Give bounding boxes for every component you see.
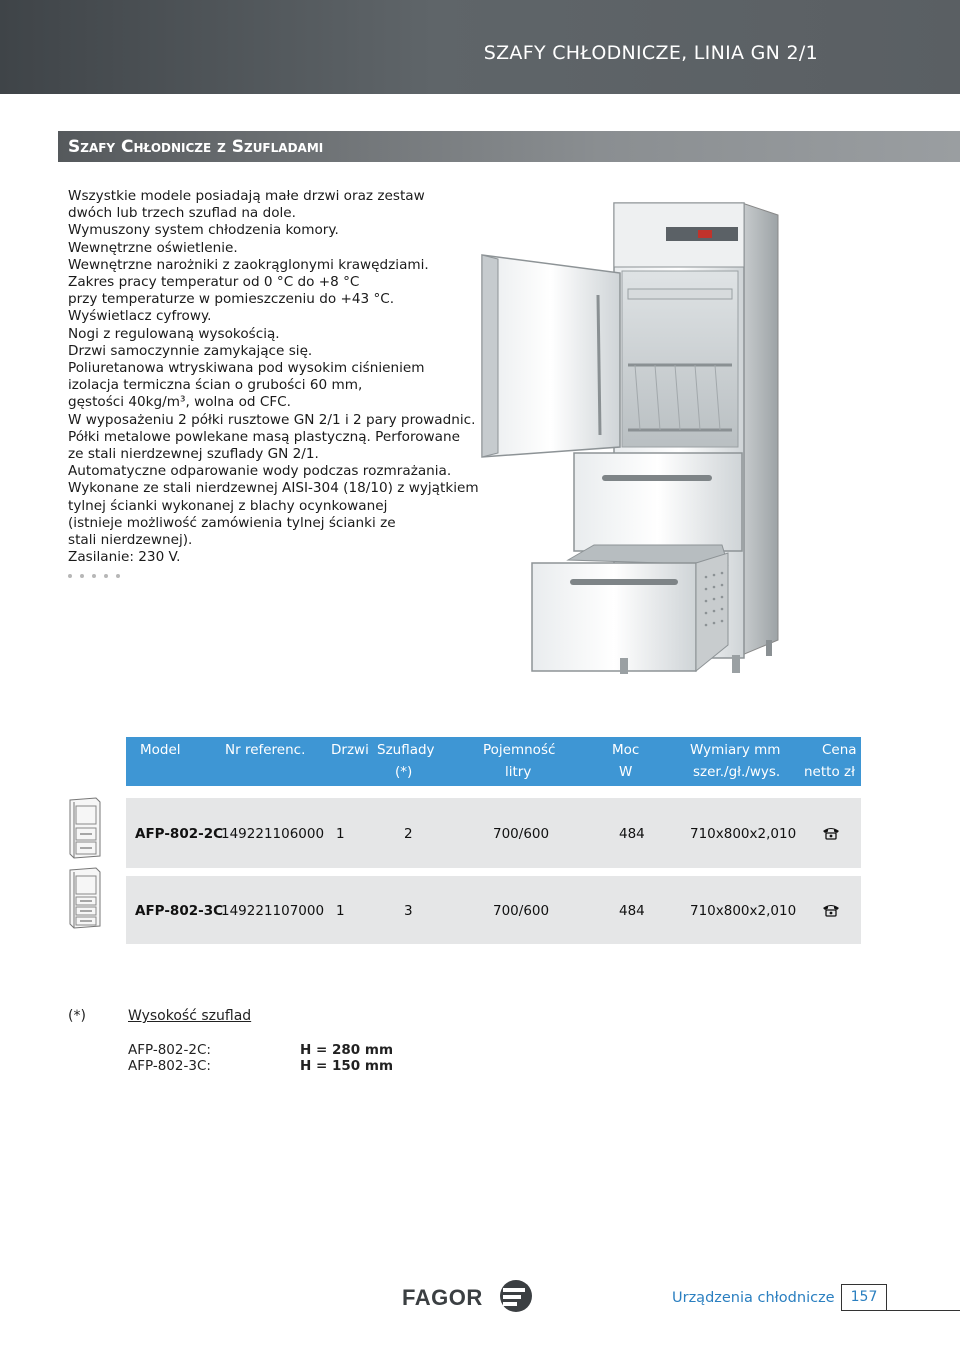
col-doors-header: Drzwi xyxy=(331,742,369,758)
col-dims-unit: szer./gł./wys. xyxy=(693,764,781,780)
dot xyxy=(80,574,84,578)
description-line: dwóch lub trzech szuflad na dole. xyxy=(68,205,296,222)
cell-ref: 149221106000 xyxy=(221,826,325,842)
footer-section-label: Urządzenia chłodnicze xyxy=(672,1290,835,1306)
dot xyxy=(116,574,120,578)
description-line: Wewnętrzne narożniki z zaokrąglonymi krawędziami. xyxy=(68,256,429,273)
phone-icon xyxy=(822,826,840,840)
col-price-unit: netto zł xyxy=(804,764,855,780)
cabinet-2-drawers-icon xyxy=(64,796,104,860)
cell-drawers: 3 xyxy=(404,903,413,919)
col-power-unit: W xyxy=(619,764,633,780)
description-line: przy temperaturze w pomieszczeniu do +43 °C. xyxy=(68,291,395,308)
col-capacity-header: Pojemność xyxy=(483,742,556,758)
col-dims-header: Wymiary mm xyxy=(690,742,781,758)
description-line: Wszystkie modele posiadają małe drzwi oraz zestaw xyxy=(68,188,425,204)
description-line: Wymuszony system chłodzenia komory. xyxy=(68,222,339,239)
table-row xyxy=(126,876,861,944)
section-title: Szafy Chłodnicze z Szufladami xyxy=(68,137,324,157)
description-line: Poliuretanowa wtryskiwana pod wysokim ciśnieniem xyxy=(68,360,425,377)
cell-doors: 1 xyxy=(336,903,345,919)
cell-doors: 1 xyxy=(336,826,345,842)
page-number: 157 xyxy=(841,1284,887,1311)
cell-capacity: 700/600 xyxy=(493,903,550,919)
description-line: Wykonane ze stali nierdzewnej AISI-304 (18/10) z wyjątkiem xyxy=(68,480,479,497)
cell-drawers: 2 xyxy=(404,826,413,842)
description-line: (istnieje możliwość zamówienia tylnej ścianki ze xyxy=(68,514,396,531)
cell-capacity: 700/600 xyxy=(493,826,550,842)
description-line: Zakres pracy temperatur od 0 °C do +8 °C xyxy=(68,274,360,291)
note-model: AFP-802-3C: xyxy=(128,1058,211,1074)
dot xyxy=(104,574,108,578)
col-model-header: Model xyxy=(140,742,181,758)
note-value: H = 150 mm xyxy=(300,1058,394,1074)
col-power-header: Moc xyxy=(612,742,640,758)
header-band xyxy=(0,0,960,94)
description-line: Drzwi samoczynnie zamykające się. xyxy=(68,342,313,359)
decorative-dots xyxy=(68,563,128,582)
description-line: stali nierdzewnej). xyxy=(68,532,193,549)
table-row xyxy=(126,798,861,868)
description xyxy=(68,188,488,566)
section-band xyxy=(58,131,960,162)
col-capacity-unit: litry xyxy=(505,764,532,780)
description-line: tylnej ścianki wykonanej z blachy ocynkowanej xyxy=(68,497,388,514)
cell-power: 484 xyxy=(619,903,645,919)
description-line: Wyświetlacz cyfrowy. xyxy=(68,308,212,325)
dot xyxy=(68,574,72,578)
description-line: izolacja termiczna ścian o grubości 60 mm, xyxy=(68,377,363,394)
cell-dims: 710x800x2,010 xyxy=(690,826,797,842)
cell-model: AFP-802-2C xyxy=(135,826,224,842)
description-line: Zasilanie: 230 V. xyxy=(68,549,181,566)
description-line: Wewnętrzne oświetlenie. xyxy=(68,239,238,256)
page-title: SZAFY CHŁODNICZE, LINIA GN 2/1 xyxy=(483,42,818,64)
phone-icon xyxy=(822,903,840,917)
fagor-logo-text: FAGOR xyxy=(402,1285,483,1310)
cell-ref: 149221107000 xyxy=(221,903,325,919)
refrigerator-photo xyxy=(470,185,790,680)
footer-rule xyxy=(841,1310,960,1311)
col-ref-header: Nr referenc. xyxy=(225,742,306,758)
description-line: Nogi z regulowaną wysokością. xyxy=(68,325,280,342)
col-drawers-header: Szuflady xyxy=(377,742,435,758)
note-mark: (*) xyxy=(68,1008,86,1024)
description-line: Automatyczne odparowanie wody podczas rozmrażania. xyxy=(68,463,452,480)
description-line: ze stali nierdzewnej szuflady GN 2/1. xyxy=(68,446,319,463)
note-model: AFP-802-2C: xyxy=(128,1042,211,1058)
dot xyxy=(92,574,96,578)
description-line: Półki metalowe powlekane masą plastyczną. Perforowane xyxy=(68,428,460,445)
description-line: gęstości 40kg/m³, wolna od CFC. xyxy=(68,394,291,411)
fagor-logo xyxy=(400,1278,536,1318)
cell-dims: 710x800x2,010 xyxy=(690,903,797,919)
note-title: Wysokość szuflad xyxy=(128,1008,252,1024)
description-line: W wyposażeniu 2 półki rusztowe GN 2/1 i 2 pary prowadnic. xyxy=(68,411,476,428)
cell-power: 484 xyxy=(619,826,645,842)
cell-model: AFP-802-3C xyxy=(135,903,224,919)
col-price-header: Cena xyxy=(822,742,857,758)
cabinet-3-drawers-icon xyxy=(64,866,104,930)
table-header xyxy=(126,737,861,786)
note-value: H = 280 mm xyxy=(300,1042,394,1058)
col-drawers-note: (*) xyxy=(395,764,413,780)
